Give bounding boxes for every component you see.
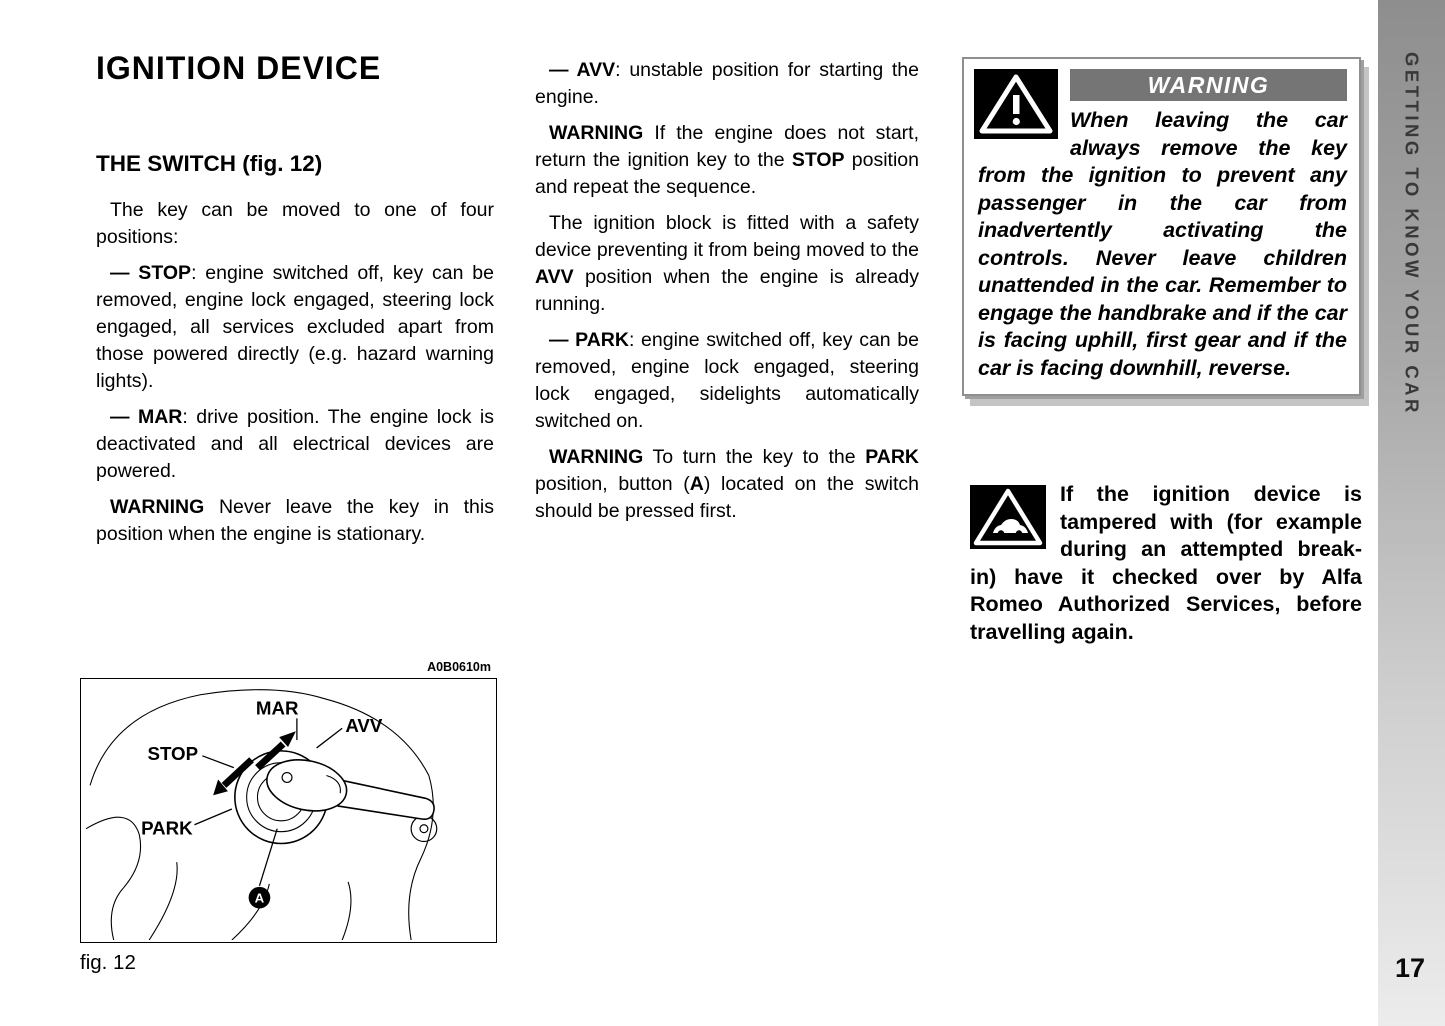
block-text-b: position when the engine is already running. — [535, 266, 919, 315]
warning-panel-text: When leaving the car always remove the key from the ignition to prevent any passenger in the car from inadvertently activating the controls. Never leave children unattended in the car. Remember to engage the handbrake and if the car is facing uphill, first gear and if the car is facing downhill, reverse. — [978, 108, 1347, 380]
warning2-term: WARNING — [549, 446, 644, 468]
warning-triangle-icon — [974, 69, 1058, 139]
warning2-paragraph — [535, 444, 919, 525]
warning2-text-b: position, button ( — [535, 473, 690, 495]
intro-paragraph — [96, 197, 494, 251]
warning2-text-c: ) located on the switch should be pressed first. — [535, 473, 919, 522]
mar-term: — MAR — [110, 406, 183, 428]
warning-term: WARNING — [110, 496, 205, 518]
figure-code-label: A0B0610m — [427, 660, 491, 674]
warning2-text-a: To turn the key to the — [643, 446, 866, 468]
mar-paragraph — [96, 404, 494, 485]
park-text: : engine switched off, key can be removed, engine lock engaged, steering lock engaged, sidelights automatically switched on. — [535, 329, 919, 432]
column-left — [96, 50, 494, 557]
warning-panel — [962, 57, 1361, 396]
stop-text: : engine switched off, key can be removed, engine lock engaged, steering lock engaged, all services excluded apart from those powered directly (e.g. hazard warning lights). — [96, 262, 494, 392]
warning2-park-term: PARK — [865, 446, 919, 468]
column-middle — [535, 57, 919, 534]
figure-box — [80, 678, 497, 943]
car-warning-triangle-icon — [970, 485, 1046, 549]
figure-label-a: A — [254, 890, 265, 906]
ignition-switch-illustration — [81, 679, 498, 940]
avv-paragraph — [535, 57, 919, 111]
service-note-text: If the ignition device is tampered with (for example during an attempted break-in) have it checked over by Alfa Romeo Authorized Services, before travelling again. — [970, 482, 1362, 644]
warning-panel-header: WARNING — [1070, 69, 1347, 101]
mar-text: : drive position. The engine lock is deactivated and all electrical devices are powered. — [96, 406, 495, 482]
figure-12 — [80, 660, 497, 975]
figure-caption: fig. 12 — [80, 951, 136, 974]
figure-label-stop: STOP — [147, 742, 199, 764]
sidebar — [1378, 0, 1445, 1026]
warning1-term: WARNING — [549, 122, 644, 144]
avv-term: — AVV — [549, 59, 616, 81]
page-number: 17 — [1394, 953, 1425, 983]
block-avv-term: AVV — [535, 266, 574, 288]
section-heading: THE SWITCH (fig. 12) — [96, 151, 323, 176]
warning-text: Never leave the key in this position when the engine is stationary. — [96, 496, 494, 545]
intro-text: The key can be moved to one of four positions: — [96, 199, 494, 248]
service-note — [970, 481, 1362, 646]
figure-label-park: PARK — [141, 817, 193, 839]
warning1-text-a: If the engine does not start, return the ignition key to the — [535, 122, 919, 171]
warning-paragraph — [96, 494, 494, 548]
ignition-block-paragraph — [535, 210, 919, 318]
figure-label-mar: MAR — [255, 697, 299, 719]
park-term: — PARK — [549, 329, 629, 351]
stop-term: — STOP — [110, 262, 192, 284]
warning2-button-a-term: A — [689, 473, 704, 495]
avv-text: : unstable position for starting the engine. — [535, 59, 920, 108]
warning1-stop-term: STOP — [791, 149, 845, 171]
block-text-a: The ignition block is fitted with a safety device preventing it from being moved to the — [535, 212, 919, 261]
warning1-text-b: position and repeat the sequence. — [535, 149, 919, 198]
sidebar-chapter-label: GETTING TO KNOW YOUR CAR — [1401, 52, 1423, 416]
park-paragraph — [535, 327, 919, 435]
warning1-paragraph — [535, 120, 919, 201]
stop-paragraph — [96, 260, 494, 395]
figure-label-avv: AVV — [345, 715, 383, 737]
page-title: IGNITION DEVICE — [96, 50, 382, 86]
